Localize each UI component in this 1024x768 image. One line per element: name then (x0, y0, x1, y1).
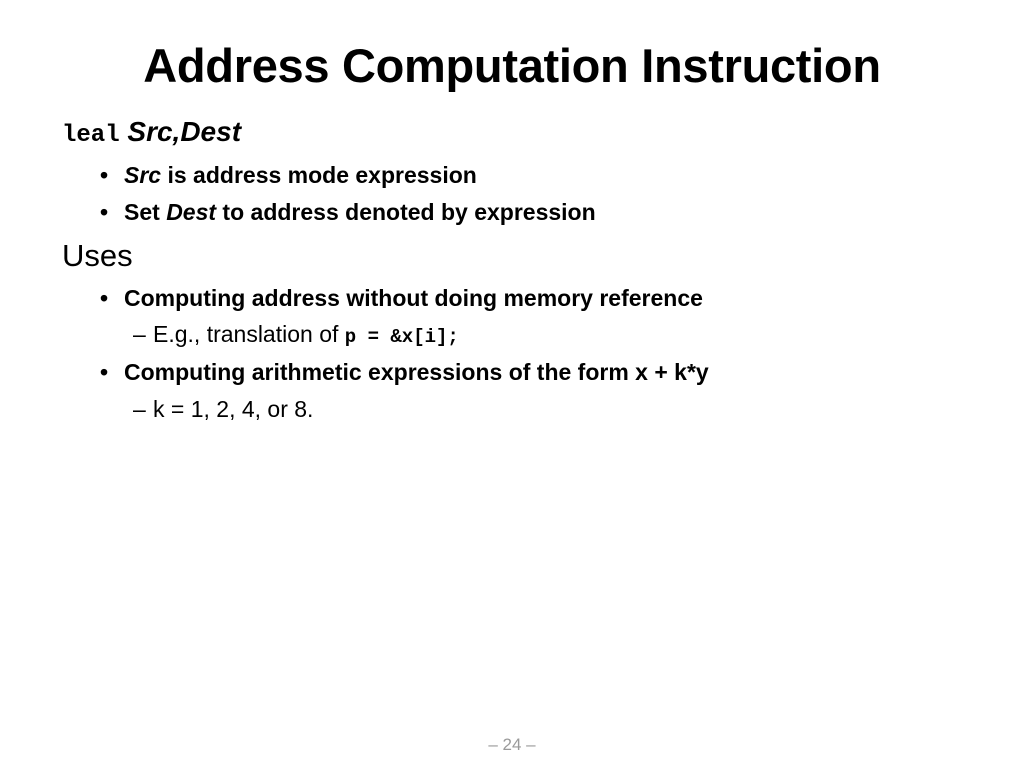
bullet-marker: • (100, 162, 109, 188)
src-description-text: is address mode expression (161, 162, 477, 188)
bullet-src-description (100, 160, 477, 190)
dash-marker: – (133, 321, 146, 347)
bullet-use-address (100, 283, 703, 313)
use-arithmetic-text: Computing arithmetic expressions of the form x + k*y (124, 359, 709, 385)
bullet-dest-description (100, 197, 596, 227)
bullet-use-arithmetic (100, 357, 709, 387)
bullet-marker: • (100, 359, 109, 385)
example-code: p = &x[i]; (344, 326, 459, 348)
dest-operand: Dest (180, 116, 242, 147)
instruction-syntax (62, 114, 241, 154)
example-translation-text: E.g., translation of (153, 321, 345, 347)
page-number: – 24 – (488, 735, 536, 754)
dash-marker: – (133, 396, 146, 422)
dest-description-prefix: Set (124, 199, 167, 225)
slide-title: Address Computation Instruction (143, 39, 881, 92)
bullet-marker: • (100, 199, 109, 225)
uses-heading: Uses (62, 238, 133, 273)
example-translation (133, 319, 459, 352)
k-values-text: k = 1, 2, 4, or 8. (153, 396, 314, 422)
operand-separator: , (172, 116, 181, 147)
src-term: Src (124, 162, 162, 188)
src-operand: Src (127, 116, 173, 147)
bullet-marker: • (100, 285, 109, 311)
dest-description-text: to address denoted by expression (216, 199, 596, 225)
k-values (133, 394, 313, 424)
use-address-text: Computing address without doing memory reference (124, 285, 703, 311)
dest-term: Dest (166, 199, 217, 225)
instruction-mnemonic: leal (62, 122, 120, 149)
